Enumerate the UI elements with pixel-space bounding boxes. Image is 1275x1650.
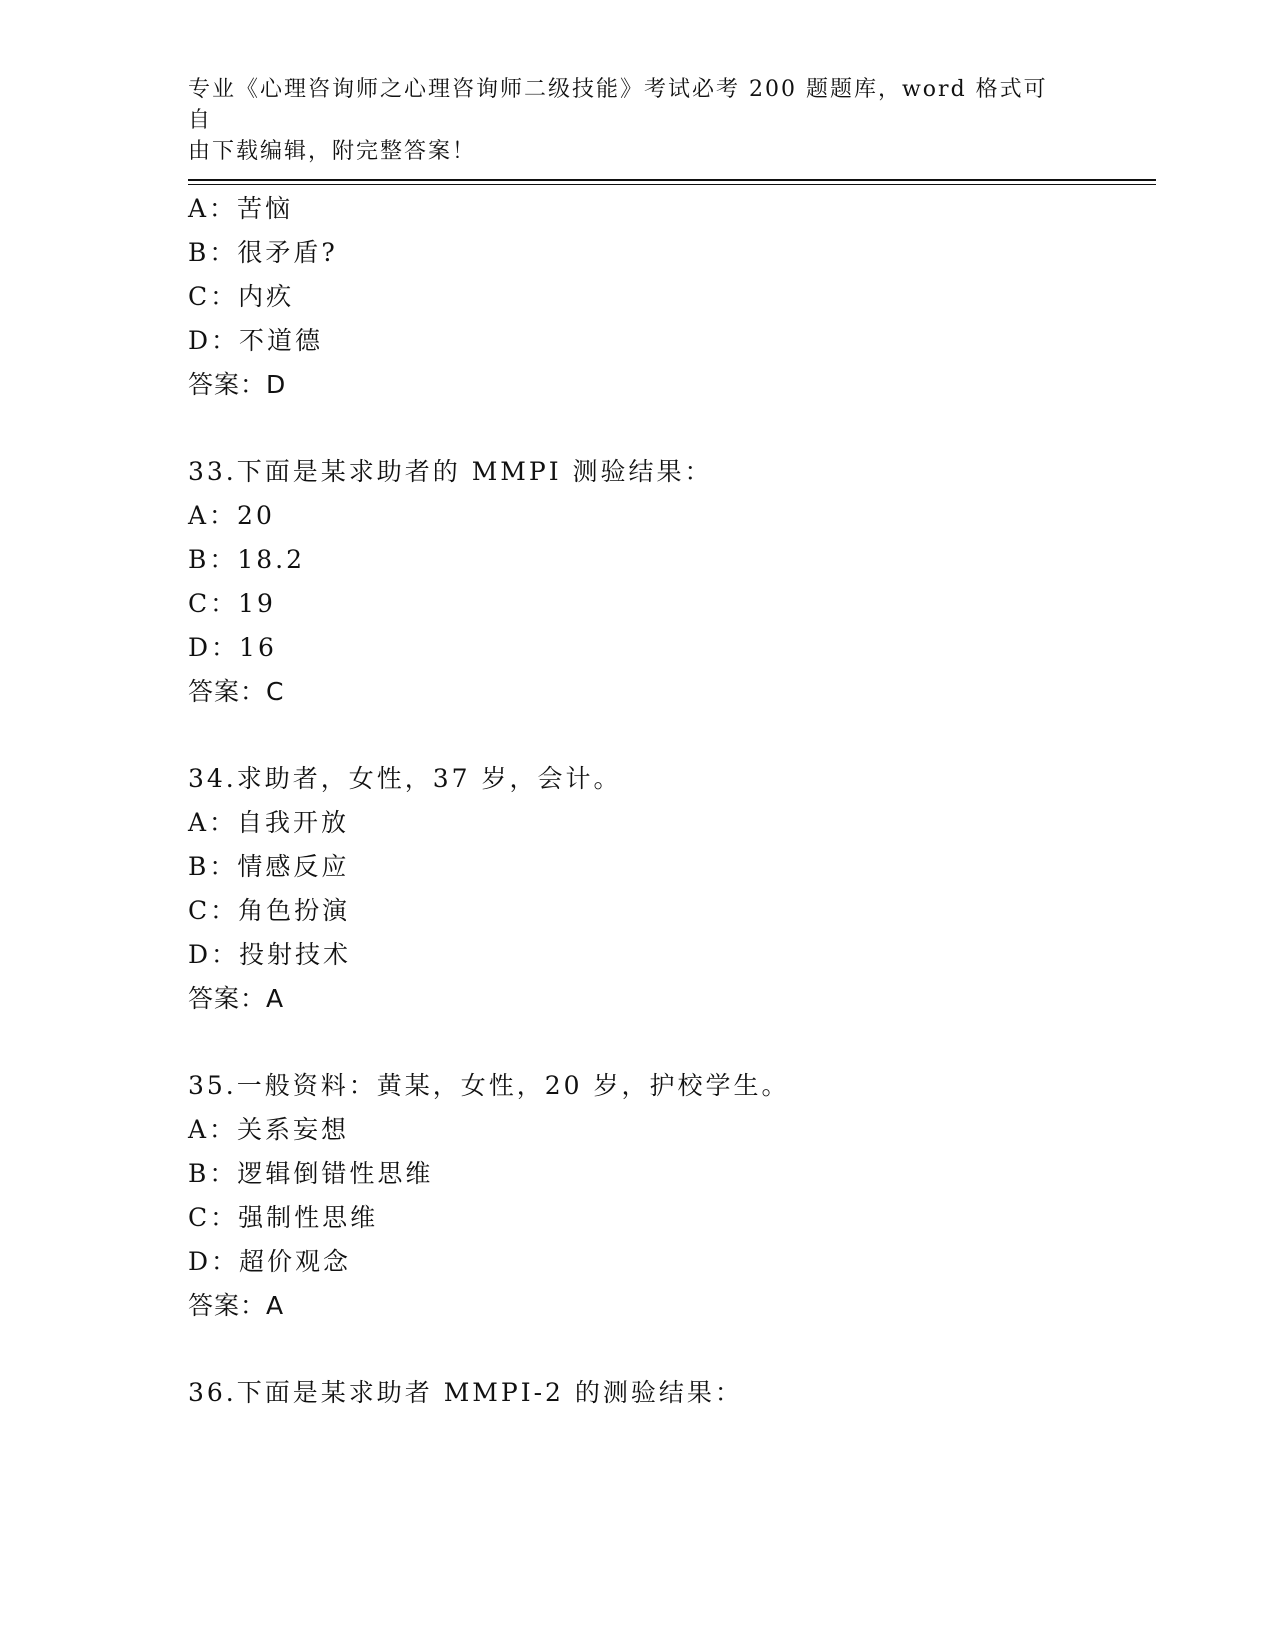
q35-stem: 35.一般资料：黄某，女性，20 岁，护校学生。 [188, 1071, 790, 1100]
q34-answer: 答案：A [188, 984, 285, 1013]
q34-option-c: C：角色扮演 [188, 896, 351, 925]
q32-option-a: A：苦恼 [188, 194, 294, 223]
q33-option-b: B：18.2 [188, 545, 306, 574]
q35-option-b: B：逻辑倒错性思维 [188, 1159, 434, 1188]
q33-option-a: A：20 [188, 501, 275, 530]
header-line-1: 专业《心理咨询师之心理咨询师二级技能》考试必考 200 题题库，word 格式可自 [188, 77, 1048, 133]
q33-answer: 答案：C [188, 677, 285, 706]
q33-option-c: C：19 [188, 589, 276, 618]
q35-option-a: A：关系妄想 [188, 1115, 350, 1144]
q32-option-b: B：很矛盾? [188, 238, 338, 267]
q35-answer: 答案：A [188, 1291, 285, 1320]
q33-option-d: D：16 [188, 633, 277, 662]
document-header [188, 74, 1068, 167]
q34-option-d: D：投射技术 [188, 940, 352, 969]
header-line-2: 由下载编辑，附完整答案！ [188, 139, 477, 164]
q33-stem: 33.下面是某求助者的 MMPI 测验结果： [188, 457, 713, 486]
q34-option-b: B：情感反应 [188, 852, 350, 881]
q32-answer: 答案：D [188, 370, 287, 399]
q35-option-d: D：超价观念 [188, 1247, 352, 1276]
header-divider-thick [188, 179, 1156, 181]
header-divider-thin [188, 184, 1156, 185]
q32-option-c: C：内疚 [188, 282, 295, 311]
q36-stem: 36.下面是某求助者 MMPI-2 的测验结果： [188, 1378, 743, 1407]
q32-option-d: D：不道德 [188, 326, 324, 355]
q34-option-a: A：自我开放 [188, 808, 350, 837]
q34-stem: 34.求助者，女性，37 岁，会计。 [188, 764, 622, 793]
q35-option-c: C：强制性思维 [188, 1203, 379, 1232]
